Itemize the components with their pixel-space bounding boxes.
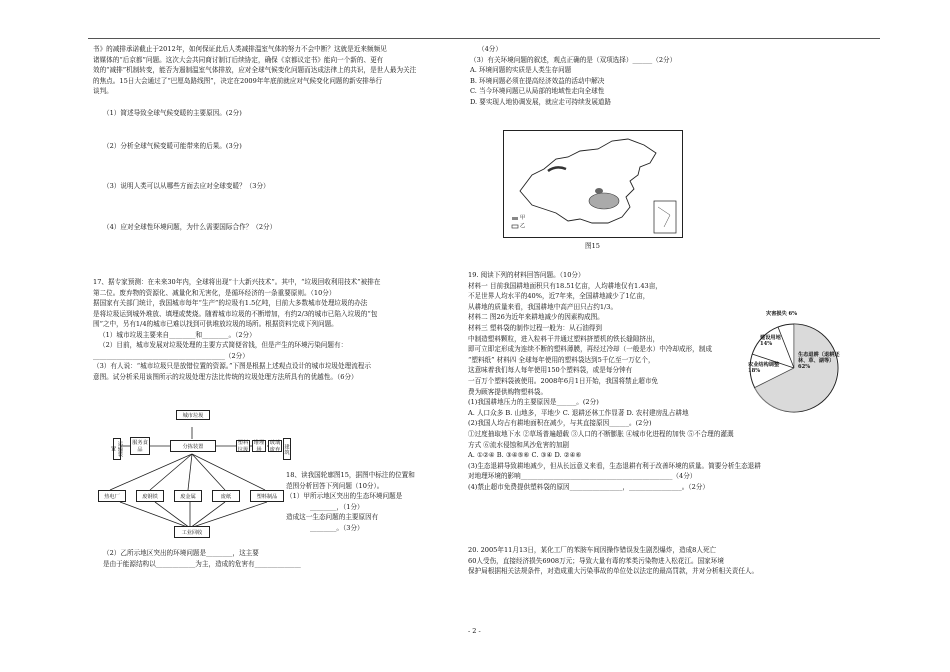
q19-line: 对地理环境的影响______________________________________________（4分） [468, 472, 697, 481]
q17-sub3-b: 意图。试分析采用该图所示的垃圾处理方法比传统的垃圾处理方法所具有的优越性。（6分） [93, 372, 358, 381]
right-top [470, 44, 870, 107]
figure-caption: 图15 [585, 242, 600, 250]
q19-line: 方式 ⑥流水侵蚀和风沙危害的加剧 [468, 440, 570, 449]
q17-line: 17、据专家预测：在未来30年内，全球将出现“十大新兴技术”。其中，“垃圾回收利用技术”被排在 [93, 278, 381, 286]
q19-line: ①过度抽取地下水 ②草场普遍超载 ③人口的不断膨胀 ④城市化进程的加快 ⑤不合理的灌溉 [468, 429, 734, 438]
flow-node-left1: 运输装置 [113, 438, 121, 460]
q17-line: 据国家有关部门统计，我国城市每年“生产”的垃圾有1.5亿吨，目前大多数城市处理垃圾的办法 [93, 299, 368, 307]
q19-line: 19. 阅读下列的材料回答问题。（10分） [468, 271, 585, 279]
flow-node-right4: 建筑 [283, 438, 291, 460]
flow-node-bottom: 废金属 [174, 490, 202, 502]
q18-part2-b: 是由于能源结构以____________为主，造成的危害有______________ [103, 560, 301, 568]
china-map [503, 130, 683, 238]
q19-line: 材料一 目前我国耕地面积只有18.51亿亩，人均耕地仅有1.43亩， [468, 281, 662, 290]
flow-node-top: 城市垃圾 [176, 410, 210, 420]
pie-label-construction: 建设用地 14% [760, 335, 781, 347]
q19-line: (4)禁止超市免费提供塑料袋的原因________________，________________。（2分） [468, 482, 710, 491]
q16-part2: （2）分析全球气候变暖可能带来的后果。(3分) [103, 142, 242, 150]
q19-line: A. 人口众多 B. 山地多，平地少 C. 退耕还林工作显著 D. 农村建房乱占耕地 [468, 408, 689, 417]
q17-line: 围”之中，另有1/4的城市已难以找到可供堆放垃圾的场所。根据资料完成下列问题。 [93, 320, 338, 328]
q16-part1: （1）简述导致全球气候变暖的主要原因。(2分) [103, 109, 242, 117]
flow-node-bottom: 废钢铁 [136, 490, 164, 502]
q18-line: 18、读我国轮廓图15，据图中标注的位置和 [286, 471, 415, 479]
q20-line: 20. 2005年11月13日，某化工厂的苯胺车间因操作错误发生剧烈爆炸，造成8人死亡 [468, 546, 717, 554]
q18-line: ________，（1分） [310, 502, 364, 511]
option-d: D. 要实现人地协调发展，就应走可持续发展道路 [470, 97, 612, 106]
q18-line: 造成这一生态问题的主要原因有 [286, 513, 379, 521]
q18 [286, 470, 466, 533]
q-score: （4分） [478, 45, 502, 53]
q16-part4: （4）应对全球性环境问题，为什么需要国际合作？（2分） [103, 223, 277, 231]
q17 [93, 277, 458, 382]
pie-label-eco: 生态退耕（退耕还林、草、湖等） 62% [798, 352, 840, 370]
flow-node-sort: 分拣装置 [170, 440, 216, 452]
q19-line: 不足世界人均水平的40%，近7年来，全国耕地减少了1亿亩， [468, 292, 650, 301]
q17-line: 第二位。废弃物的资源化、减量化和无害化，是循环经济的一条重要原则。（10分） [93, 288, 336, 297]
page-number: - 2 - [468, 627, 481, 635]
option-b: B. 环境问题必须在提高经济效益的活动中解决 [470, 76, 605, 85]
pie-label-disaster: 灾害损失 6% [766, 311, 798, 317]
flow-node-end: 工业回收 [174, 526, 210, 538]
option-a: A. 环境问题的实质是人类生存问题 [470, 66, 572, 74]
intro-line: 书》的减排承诺截止于2012年，如何保证此后人类减排温室气体的努力不会中断？这就是近来频频见 [93, 45, 387, 53]
flow-node-bottom: 热电厂 [98, 490, 126, 502]
q19-line: (2)我国人均占有耕地面积在减少，与其直接原因______。(2分) [468, 419, 652, 428]
q19-line: A. ①②④ B. ③④⑤⑥ C. ③④ D. ②④⑥ [468, 451, 582, 460]
header-rule [88, 38, 880, 39]
option-c: C. 当今环境问题已从局部的地域性走向全球性 [470, 87, 605, 95]
q18-part2: （2）乙所示地区突出的环境问题是________，这主要 [103, 549, 259, 557]
legend-2: 乙 [520, 223, 526, 229]
q18-line: ________。（3分） [310, 523, 364, 532]
intro-line: 谈判。 [93, 87, 113, 95]
flow-connectors [95, 410, 295, 545]
q17-sub3: （3）有人说：“城市垃圾只是放错位置的资源。”下图是根据上述观点设计的城市垃圾处理流程示 [93, 362, 371, 370]
flow-node-left2: 服务食品 [130, 437, 150, 455]
left-intro [93, 44, 458, 97]
q19-line: 费为顾客提供购物塑料袋。 [468, 387, 548, 396]
q19-line: 中制造塑料颗粒，进入粒料干井通过塑料挤塑机的铁长缝隙挤出， [468, 334, 660, 343]
q18-line: （1）甲所示地区突出的生态环境问题是 [286, 492, 403, 500]
q19-line: “塑料纸” 材料四 全球每年使用的塑料袋达到5千亿至一万亿个， [468, 355, 655, 364]
q17-sub2-blank: ________________________________________（2分） [93, 351, 249, 360]
q19-line: 从耕地的质量来看，我国耕地中高产田只占约1/3。 [468, 302, 618, 311]
q-choice: （3）有关环境问题的叙述，观点正确的是（双项选择）______（2分） [470, 55, 677, 64]
intro-line: 效的“减排”机制转变，能否为遏制温室气体排放，应对全球气候变化问题而达成法律上的共识，是世人最为关注 [93, 66, 417, 74]
intro-line: 的焦点。15日大会通过了“巴厘岛路线图”，决定在2009年年底前就应对气候变化问题的新安排举行 [93, 76, 383, 85]
flow-node-bottom: 塑料制品 [250, 490, 284, 502]
flow-node-bottom: 废纸 [212, 490, 240, 502]
pie-label-agri: 农业结构调整 18% [748, 362, 780, 374]
q19-line: 即可立即定形成为连续不断的塑料薄膜，再经过冷却（一般是水）中冷却成形，制成 [468, 345, 712, 354]
intro-line: 诸媒体的“后京都”问题。这次大会共同商讨制订后续协定，确保《京都议定书》能向一个新的、更有 [93, 55, 384, 64]
q20-line: 60人受伤，直接经济损失6908万元；导致大量有毒的苯类污染物进入松花江。国家环境 [468, 556, 724, 565]
q19-line: 材料二 图26为近年来耕地减少的因素构成图。 [468, 313, 604, 322]
q17-sub1: （1）城市垃圾主要来自________和________。（2分） [99, 330, 256, 339]
q17-sub2: （2）目前，城市发展对垃圾处理的主要方式简便省钱，但是产生的环境污染问题有： [99, 341, 348, 349]
q19-line: (1)我国耕地压力的主要原因是______。(2分) [468, 398, 599, 407]
q17-line: 是将垃圾运到城外堆放、填埋或焚烧。随着城市垃圾的不断增加，有约2/3的城市已陷入垃圾的“包 [93, 309, 378, 318]
q20 [468, 545, 863, 577]
q19-line: 一百万个塑料袋被使用。2008年6月1日开始，我国将禁止超市免 [468, 376, 659, 385]
china-outline [504, 131, 682, 237]
q20-line: 保护局根据相关法规条件，对造成重大污染事故的单位处以法定的最高罚款，并对分析相关责任人。 [468, 567, 759, 575]
legend-1: 甲 [520, 215, 526, 221]
q18-line: 范围分析回答下列问题（10分）。 [286, 481, 384, 490]
q19-line: 这意味着我们每人每年使用150个塑料袋，或是每分钟有 [468, 366, 633, 375]
q16-part3: （3）说明人类可以从哪些方面去应对全球变暖？（3分） [103, 182, 270, 190]
q19-line: 材料三 塑料袋的制作过程一般为：从石油得到 [468, 323, 602, 332]
flow-node-right2: 堆埋场 [253, 440, 265, 453]
q19-line: (3)生态退耕导致耕地减少，但从长远意义来看，生态退耕有利于改善环境的质量。简要分析生态退耕 [468, 461, 761, 470]
flow-node-right3: 玻璃废弃 [269, 440, 281, 453]
flow-node-right1: 塑料垃圾 [237, 440, 249, 453]
